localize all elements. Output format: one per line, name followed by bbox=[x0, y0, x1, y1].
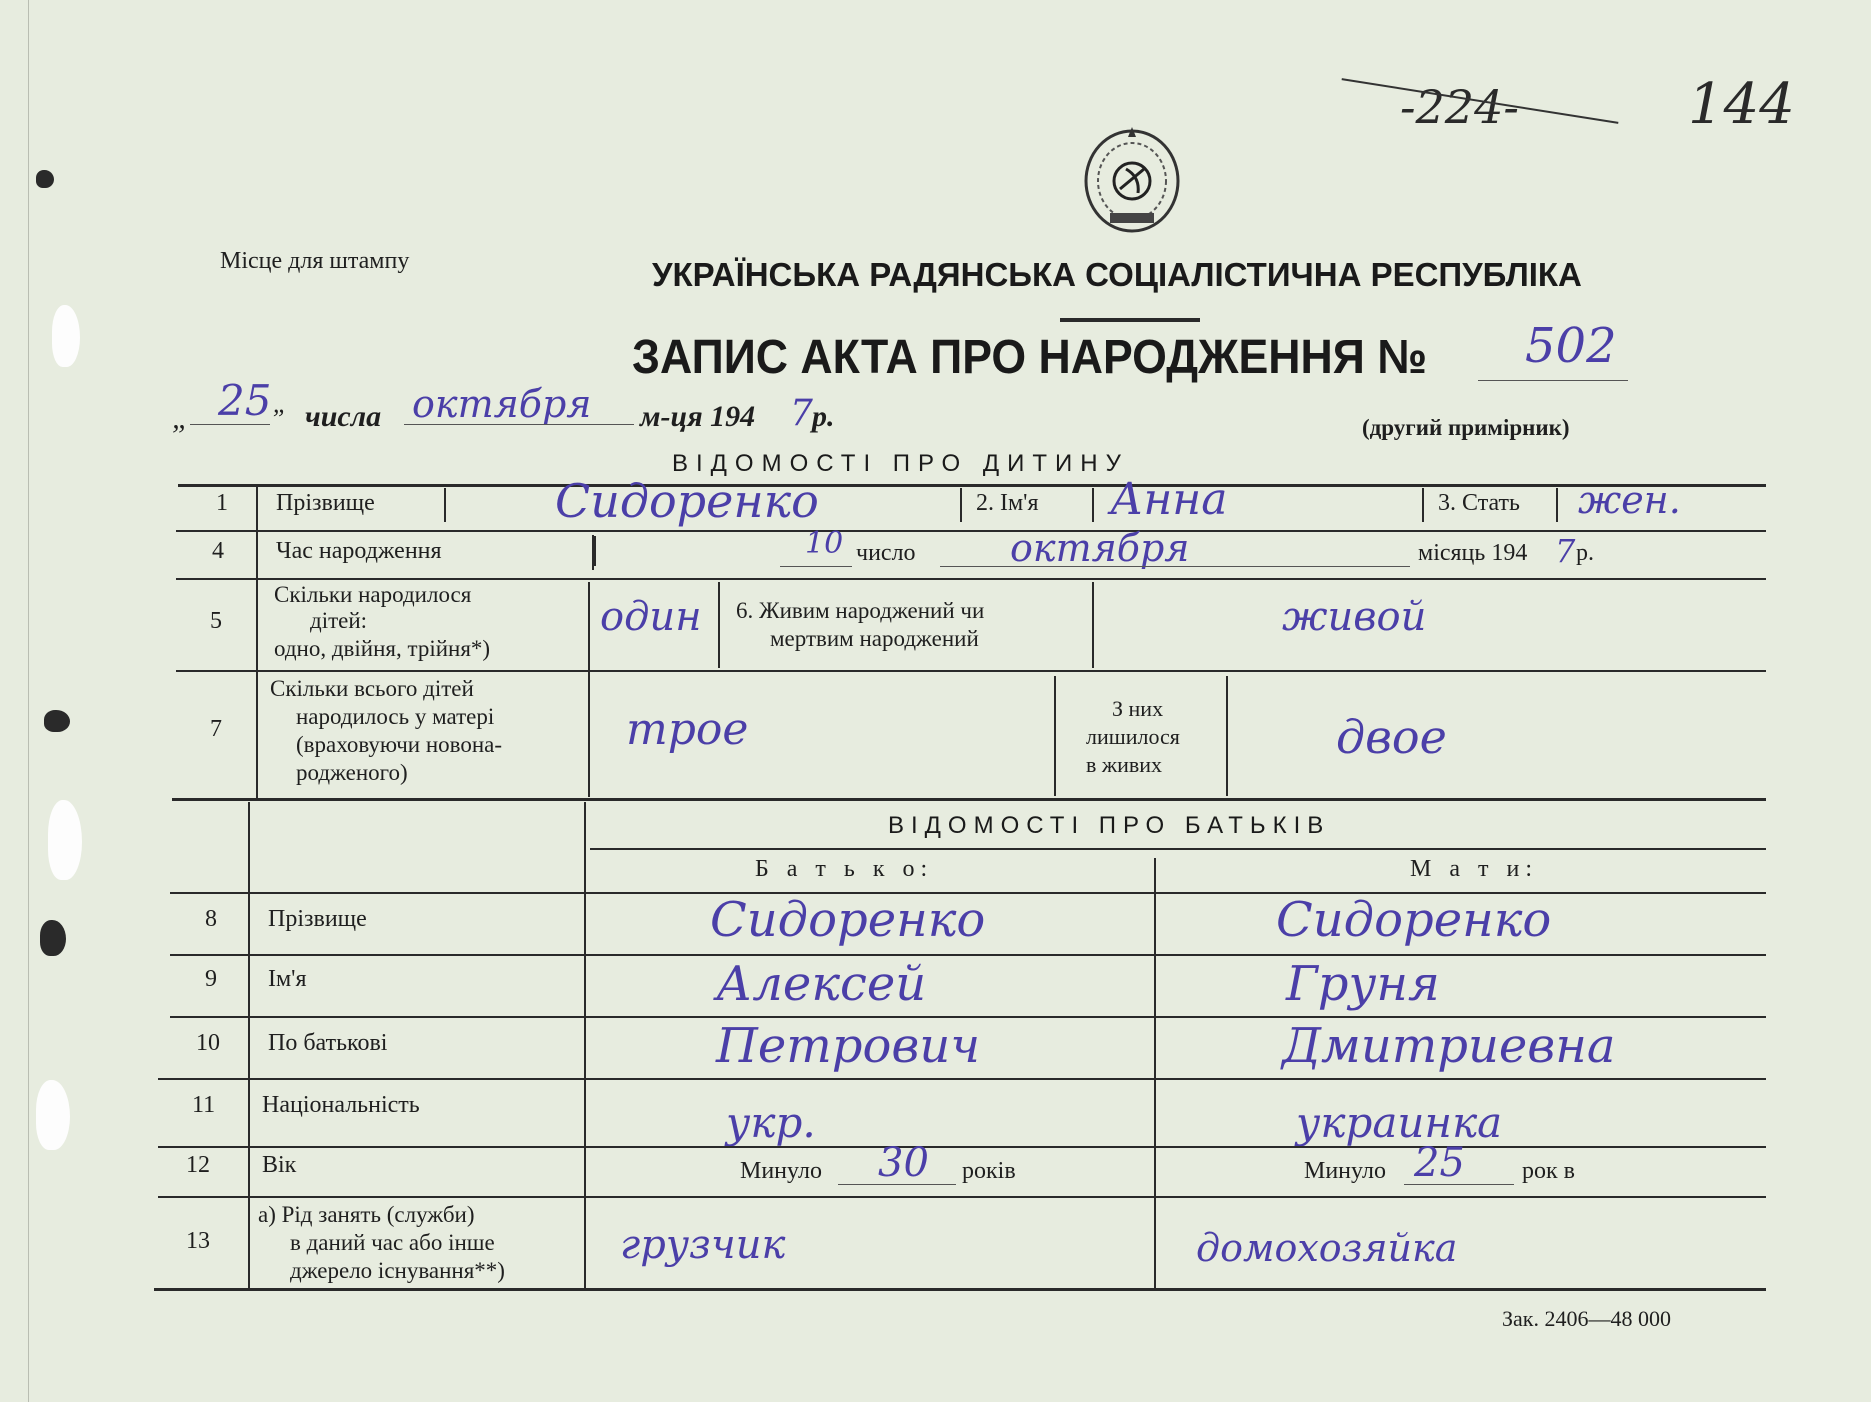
father-name: Алексей bbox=[716, 956, 927, 1012]
day-label: числа bbox=[305, 400, 382, 433]
punch-hole bbox=[44, 710, 70, 732]
table-line bbox=[584, 802, 586, 1290]
table-line bbox=[718, 582, 720, 668]
parents-section-title: ВІДОМОСТІ ПРО БАТЬКІВ bbox=[888, 812, 1331, 839]
sex-label: 3. Стать bbox=[1438, 490, 1520, 516]
birth-month-line bbox=[940, 566, 1410, 567]
count-label: одно, двійня, трійня*) bbox=[274, 636, 491, 661]
date-month-line bbox=[404, 424, 634, 425]
alive-label: мертвим народжений bbox=[770, 626, 979, 651]
father-nationality: укр. bbox=[726, 1098, 816, 1147]
table-line bbox=[594, 536, 596, 566]
total-label: народилось у матері bbox=[296, 704, 495, 729]
living-label: З них bbox=[1112, 696, 1164, 721]
row-label: Вік bbox=[262, 1152, 297, 1178]
birth-month: октября bbox=[1010, 526, 1190, 570]
count-label: Скільки народилося bbox=[274, 582, 472, 607]
table-line bbox=[1154, 858, 1156, 1290]
child-count: один bbox=[600, 594, 702, 640]
row-number: 13 bbox=[186, 1228, 210, 1254]
father-age-prefix: Минуло bbox=[740, 1158, 822, 1184]
print-order-note: Зак. 2406—48 000 bbox=[1502, 1306, 1671, 1331]
birth-year-digit: 7 bbox=[1555, 532, 1576, 570]
row-number: 4 bbox=[212, 538, 224, 564]
divider bbox=[1060, 318, 1200, 322]
birth-day-label: число bbox=[856, 540, 916, 566]
total-label: Скільки всього дітей bbox=[270, 676, 474, 701]
father-age-suffix: років bbox=[962, 1158, 1016, 1184]
father-age-line bbox=[838, 1184, 956, 1185]
row-label: Ім'я bbox=[268, 966, 307, 992]
mother-age-suffix: рок в bbox=[1522, 1158, 1575, 1184]
occupation-label: а) Рід занять (служби) bbox=[258, 1202, 475, 1227]
punch-hole bbox=[48, 800, 82, 880]
living-label: в живих bbox=[1086, 752, 1163, 777]
row-number: 12 bbox=[186, 1152, 210, 1178]
birth-day-line bbox=[780, 566, 852, 567]
table-line bbox=[588, 582, 590, 797]
occupation-label: джерело існування**) bbox=[290, 1258, 505, 1283]
table-line bbox=[158, 1146, 1766, 1148]
quote-open: „ bbox=[172, 402, 189, 435]
living-label: лишилося bbox=[1086, 724, 1180, 749]
child-name: Анна bbox=[1110, 474, 1228, 525]
table-line bbox=[256, 486, 258, 798]
table-line bbox=[176, 670, 1766, 672]
stamp-place-label: Місце для штампу bbox=[220, 248, 410, 274]
table-line bbox=[158, 1196, 1766, 1198]
copy-note: (другий примірник) bbox=[1362, 415, 1570, 440]
record-day: 25 bbox=[218, 376, 272, 425]
row-number: 10 bbox=[196, 1030, 220, 1056]
quote-close: ” bbox=[270, 404, 285, 433]
page-title: ЗАПИС АКТА ПРО НАРОДЖЕННЯ № bbox=[632, 331, 1427, 384]
mother-nationality: украинка bbox=[1296, 1098, 1503, 1147]
row-label: Національність bbox=[262, 1092, 420, 1118]
table-line bbox=[158, 1078, 1766, 1080]
date-day-line bbox=[190, 424, 270, 425]
child-total: трое bbox=[626, 704, 749, 755]
mother-occupation: домохозяйка bbox=[1196, 1226, 1458, 1270]
father-surname: Сидоренко bbox=[710, 892, 986, 948]
month-label: м-ця 194 bbox=[640, 400, 756, 433]
occupation-label: в даний час або інше bbox=[290, 1230, 495, 1255]
child-living: двое bbox=[1336, 710, 1447, 764]
table-line bbox=[172, 798, 1766, 801]
year-suffix: р. bbox=[812, 400, 835, 433]
father-header: Б а т ь к о: bbox=[755, 856, 934, 882]
paper-edge bbox=[28, 0, 29, 1402]
child-alive: живой bbox=[1282, 594, 1427, 640]
table-line bbox=[178, 484, 1766, 487]
father-patronymic: Петрович bbox=[716, 1018, 981, 1074]
table-line bbox=[154, 1288, 1766, 1291]
republic-title: УКРАЇНСЬКА РАДЯНСЬКА СОЦІАЛІСТИЧНА РЕСПУБЛІКА bbox=[652, 256, 1582, 293]
table-line bbox=[1092, 488, 1094, 522]
mother-age-prefix: Минуло bbox=[1304, 1158, 1386, 1184]
alive-label: 6. Живим народжений чи bbox=[736, 598, 985, 623]
father-occupation: грузчик bbox=[620, 1222, 786, 1268]
mother-header: М а т и: bbox=[1410, 856, 1538, 882]
table-line bbox=[248, 802, 250, 1290]
mother-age: 25 bbox=[1414, 1140, 1465, 1186]
table-line bbox=[1226, 676, 1228, 796]
mother-surname: Сидоренко bbox=[1276, 892, 1552, 948]
record-month: октября bbox=[412, 382, 592, 426]
archive-number-crossed: -224- bbox=[1400, 80, 1519, 134]
father-age: 30 bbox=[878, 1140, 929, 1186]
mother-name: Груня bbox=[1286, 956, 1440, 1012]
child-surname: Сидоренко bbox=[555, 474, 819, 528]
row-number: 5 bbox=[210, 608, 222, 634]
table-line bbox=[176, 530, 1766, 532]
ussr-emblem bbox=[1080, 125, 1184, 237]
mother-age-line bbox=[1404, 1184, 1514, 1185]
birth-year-suffix: р. bbox=[1576, 540, 1594, 566]
row-label: Прізвище bbox=[268, 906, 367, 932]
record-number: 502 bbox=[1525, 318, 1617, 374]
birth-month-label: місяць 194 bbox=[1418, 540, 1528, 566]
table-line bbox=[176, 578, 1766, 580]
birth-label: Час народження bbox=[276, 538, 442, 564]
record-number-line bbox=[1478, 380, 1628, 381]
row-number: 9 bbox=[205, 966, 217, 992]
punch-hole bbox=[40, 920, 66, 956]
record-year-digit: 7 bbox=[790, 393, 813, 434]
table-line bbox=[1556, 488, 1558, 522]
row-number: 1 bbox=[216, 490, 228, 516]
total-label: (враховуючи новона- bbox=[296, 732, 503, 757]
row-number: 11 bbox=[192, 1092, 216, 1118]
table-line bbox=[444, 488, 446, 522]
punch-hole bbox=[36, 170, 54, 188]
count-label: дітей: bbox=[310, 608, 368, 633]
row-number: 8 bbox=[205, 906, 217, 932]
child-section-title: ВІДОМОСТІ ПРО ДИТИНУ bbox=[672, 450, 1129, 477]
row-label: По батькові bbox=[268, 1030, 388, 1056]
child-sex: жен. bbox=[1578, 478, 1681, 522]
table-line bbox=[1092, 582, 1094, 668]
folio-number: 144 bbox=[1688, 72, 1795, 137]
name-label: 2. Ім'я bbox=[976, 490, 1039, 516]
table-line bbox=[590, 848, 1766, 850]
table-line bbox=[1054, 676, 1056, 796]
punch-hole bbox=[36, 1080, 70, 1150]
surname-label: Прізвище bbox=[276, 490, 375, 516]
table-line bbox=[170, 954, 1766, 956]
table-line bbox=[960, 488, 962, 522]
mother-patronymic: Дмитриевна bbox=[1282, 1018, 1616, 1074]
total-label: родженого) bbox=[296, 760, 408, 785]
punch-hole bbox=[52, 305, 80, 367]
row-number: 7 bbox=[210, 716, 222, 742]
birth-day: 10 bbox=[805, 526, 844, 561]
table-line bbox=[1422, 488, 1424, 522]
